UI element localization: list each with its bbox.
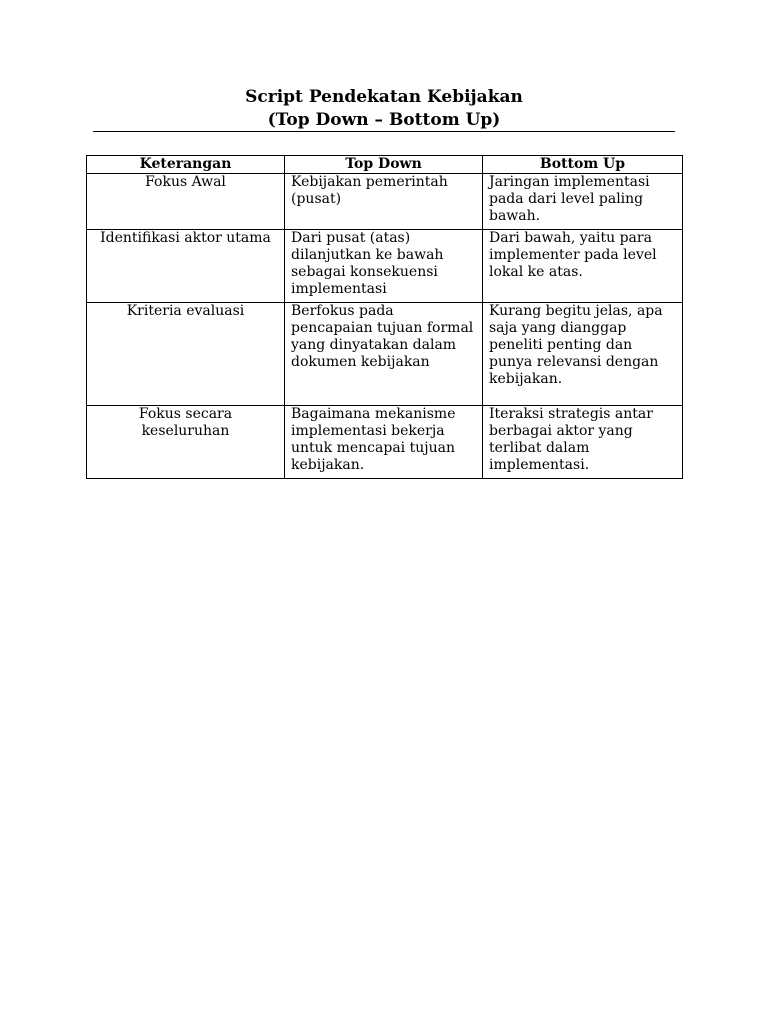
- title-line-2: (Top Down – Bottom Up): [267, 110, 501, 130]
- table-row: [87, 406, 683, 479]
- document-title: [0, 86, 768, 132]
- top-down-cell: Dari pusat (atas) dilanjutkan ke bawah sebagai konsekuensi implementasi: [285, 230, 483, 303]
- bottom-up-cell: Kurang begitu jelas, apa saja yang dianggap peneliti penting dan punya relevansi dengan kebijakan.: [483, 303, 683, 406]
- title-line-1: Script Pendekatan Kebijakan: [245, 87, 523, 107]
- table-header-row: [87, 156, 683, 174]
- bottom-up-cell: Iteraksi strategis antar berbagai aktor yang terlibat dalam implementasi.: [483, 406, 683, 479]
- table-row: [87, 174, 683, 230]
- table-row: [87, 230, 683, 303]
- comparison-table: [86, 155, 683, 479]
- title-underline-rule: [93, 131, 675, 132]
- top-down-cell: Kebijakan pemerintah (pusat): [285, 174, 483, 230]
- bottom-up-cell: Jaringan implementasi pada dari level paling bawah.: [483, 174, 683, 230]
- header-top-down: Top Down: [285, 156, 483, 174]
- header-keterangan: Keterangan: [87, 156, 285, 174]
- table-row: [87, 303, 683, 406]
- bottom-up-cell: Dari bawah, yaitu para implementer pada level lokal ke atas.: [483, 230, 683, 303]
- top-down-cell: Berfokus pada pencapaian tujuan formal yang dinyatakan dalam dokumen kebijakan: [285, 303, 483, 406]
- row-label: Fokus Awal: [87, 174, 285, 230]
- row-label: Fokus secara keseluruhan: [87, 406, 285, 479]
- row-label: Kriteria evaluasi: [87, 303, 285, 406]
- row-label: Identifikasi aktor utama: [87, 230, 285, 303]
- top-down-cell: Bagaimana mekanisme implementasi bekerja untuk mencapai tujuan kebijakan.: [285, 406, 483, 479]
- header-bottom-up: Bottom Up: [483, 156, 683, 174]
